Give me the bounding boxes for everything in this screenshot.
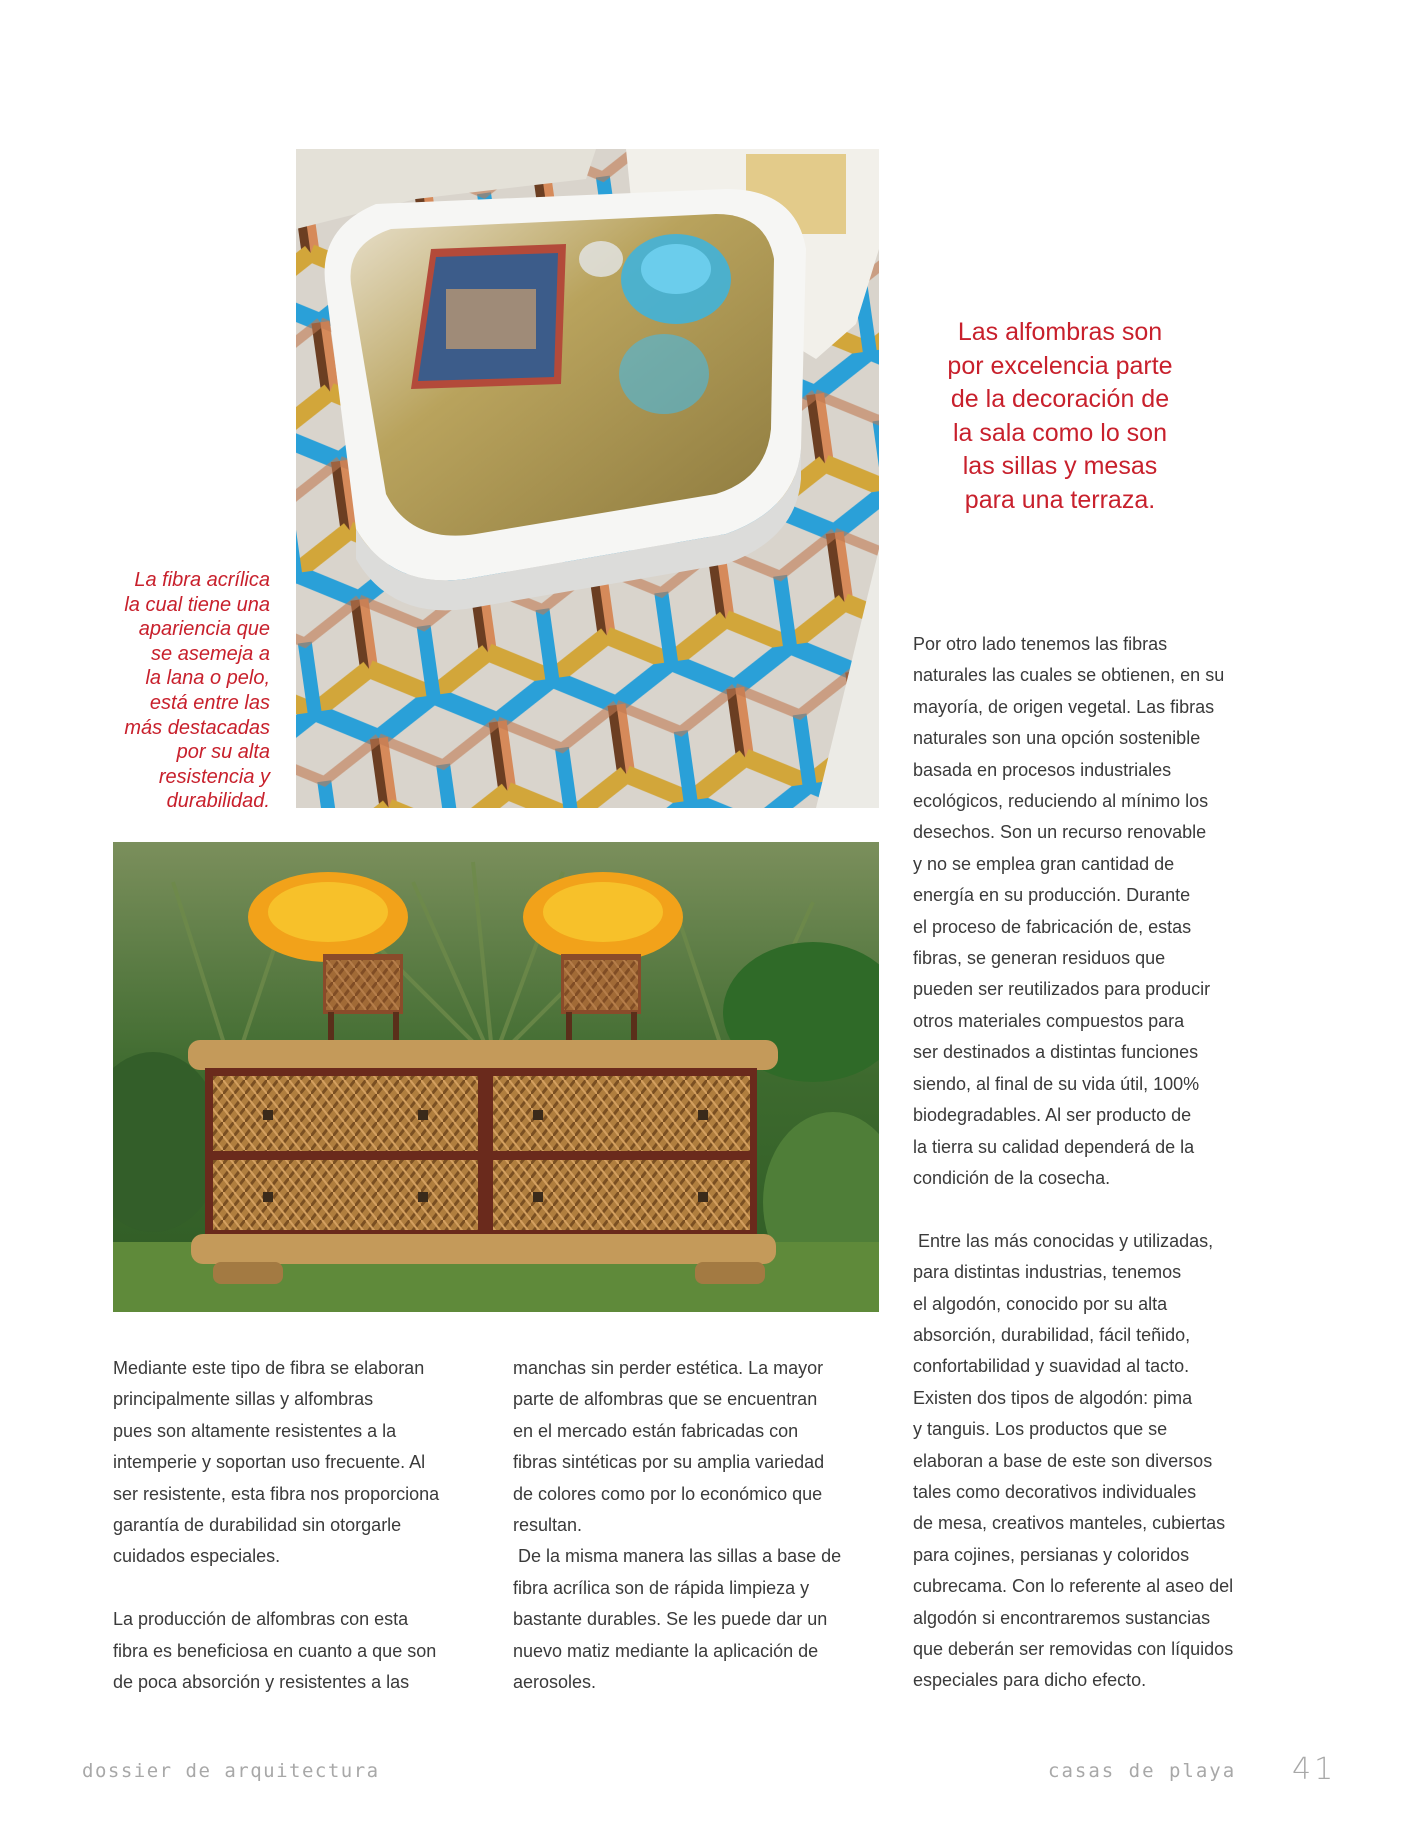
body-line: desechos. Son un recurso renovable bbox=[913, 822, 1207, 843]
body-line: intemperie y soportan uso frecuente. Al bbox=[113, 1452, 426, 1473]
body-line: que deberán ser removidas con líquidos bbox=[913, 1638, 1234, 1659]
body-line: ecológicos, reduciendo al mínimo los bbox=[913, 791, 1209, 812]
body-line: y tanguis. Los productos que se bbox=[913, 1419, 1168, 1440]
caption-line: está entre las bbox=[149, 691, 270, 714]
body-line: tales como decorativos individuales bbox=[913, 1481, 1197, 1502]
caption-line: resistencia y bbox=[158, 765, 270, 788]
body-line: de colores como por lo económico que bbox=[513, 1483, 823, 1504]
body-line: Por otro lado tenemos las fibras bbox=[913, 634, 1168, 654]
body-line: elaboran a base de este son diversos bbox=[913, 1450, 1213, 1471]
footer-magazine-title: casas de playa bbox=[1048, 1760, 1237, 1782]
body-line: absorción, durabilidad, fácil teñido, bbox=[913, 1324, 1191, 1345]
footer-publication-section: dossier de arquitectura bbox=[82, 1760, 380, 1782]
body-line: manchas sin perder estética. La mayor bbox=[513, 1358, 824, 1378]
body-line: algodón si encontraremos sustancias bbox=[913, 1607, 1211, 1628]
caption-line: apariencia que bbox=[138, 618, 270, 641]
caption-line: la cual tiene una bbox=[124, 593, 270, 616]
body-line: en el mercado están fabricadas con bbox=[513, 1420, 799, 1441]
pull-quote-line: de la decoración de bbox=[950, 385, 1170, 413]
body-line: ser destinados a distintas funciones bbox=[913, 1042, 1199, 1063]
coffee-table-photo bbox=[296, 149, 879, 808]
pull-quote-line: para una terraza. bbox=[964, 485, 1156, 514]
body-line: pueden ser reutilizados para producir bbox=[913, 979, 1211, 1000]
pull-quote bbox=[910, 316, 1210, 517]
body-line: Mediante este tipo de fibra se elaboran bbox=[113, 1358, 425, 1378]
body-line: fibras, se generan residuos que bbox=[913, 948, 1166, 969]
wicker-chest-photo bbox=[113, 842, 879, 1312]
pull-quote-line: las sillas y mesas bbox=[962, 452, 1158, 480]
body-line: Existen dos tipos de algodón: pima bbox=[913, 1387, 1193, 1408]
caption-line: más destacadas bbox=[124, 716, 270, 739]
caption-line: La fibra acrílica bbox=[134, 569, 270, 591]
body-line: de mesa, creativos manteles, cubiertas bbox=[913, 1513, 1226, 1534]
body-line: garantía de durabilidad sin otorgarle bbox=[113, 1515, 402, 1536]
caption-line: por su alta bbox=[176, 741, 270, 764]
body-line: ser resistente, esta fibra nos proporciona bbox=[113, 1483, 440, 1504]
caption-line: se asemeja a bbox=[151, 642, 270, 665]
body-line: el proceso de fabricación de, estas bbox=[913, 916, 1192, 937]
wicker-chest-illustration bbox=[113, 842, 879, 1312]
body-line: resultan. bbox=[513, 1515, 583, 1536]
body-line: cuidados especiales. bbox=[113, 1546, 281, 1567]
paragraph-gap bbox=[113, 1573, 439, 1604]
body-line: fibras sintéticas por su amplia variedad bbox=[513, 1452, 825, 1473]
body-column-3 bbox=[913, 629, 1233, 1697]
body-line: naturales las cuales se obtienen, en su bbox=[913, 665, 1225, 686]
body-line: La producción de alfombras con esta bbox=[113, 1609, 409, 1630]
pull-quote-line: la sala como lo son bbox=[952, 418, 1167, 447]
body-line: mayoría, de origen vegetal. Las fibras bbox=[913, 696, 1215, 717]
caption-line: la lana o pelo, bbox=[145, 667, 270, 690]
body-line: De la misma manera las sillas a base de bbox=[513, 1546, 842, 1567]
body-line: confortabilidad y suavidad al tacto. bbox=[913, 1356, 1190, 1377]
body-column-1 bbox=[113, 1353, 439, 1698]
photo-caption bbox=[60, 568, 270, 814]
pull-quote-line: Las alfombras son bbox=[957, 318, 1163, 346]
body-line: la tierra su calidad dependerá de la bbox=[913, 1136, 1195, 1157]
body-line: condición de la cosecha. bbox=[913, 1167, 1111, 1188]
body-line: biodegradables. Al ser producto de bbox=[913, 1105, 1192, 1126]
body-line: para distintas industrias, tenemos bbox=[913, 1262, 1182, 1283]
pull-quote-line: por excelencia parte bbox=[947, 351, 1173, 380]
body-line: el algodón, conocido por su alta bbox=[913, 1293, 1168, 1314]
caption-line: durabilidad. bbox=[166, 790, 270, 813]
body-column-2 bbox=[513, 1353, 841, 1698]
body-line: fibra es beneficiosa en cuanto a que son bbox=[113, 1640, 437, 1661]
body-line: bastante durables. Se les puede dar un bbox=[513, 1609, 828, 1630]
body-line: naturales son una opción sostenible bbox=[913, 728, 1201, 749]
paragraph-gap bbox=[913, 1194, 1233, 1225]
body-line: para cojines, persianas y coloridos bbox=[913, 1544, 1190, 1565]
body-line: aerosoles. bbox=[513, 1672, 597, 1693]
coffee-table-illustration bbox=[296, 149, 879, 808]
body-line: nuevo matiz mediante la aplicación de bbox=[513, 1640, 819, 1661]
body-line: cubrecama. Con lo referente al aseo del bbox=[913, 1576, 1234, 1597]
page-number: 41 bbox=[1292, 1752, 1337, 1787]
body-line: principalmente sillas y alfombras bbox=[113, 1389, 374, 1410]
body-line: pues son altamente resistentes a la bbox=[113, 1420, 397, 1441]
body-line: especiales para dicho efecto. bbox=[913, 1670, 1147, 1691]
body-line: y no se emplea gran cantidad de bbox=[913, 853, 1175, 874]
body-line: siendo, al final de su vida útil, 100% bbox=[913, 1073, 1200, 1094]
body-line: energía en su producción. Durante bbox=[913, 885, 1191, 906]
body-line: Entre las más conocidas y utilizadas, bbox=[913, 1230, 1214, 1251]
body-line: basada en procesos industriales bbox=[913, 759, 1172, 780]
body-line: de poca absorción y resistentes a las bbox=[113, 1672, 410, 1693]
body-line: otros materiales compuestos para bbox=[913, 1010, 1185, 1031]
body-line: fibra acrílica son de rápida limpieza y bbox=[513, 1577, 810, 1598]
body-line: parte de alfombras que se encuentran bbox=[513, 1389, 818, 1410]
